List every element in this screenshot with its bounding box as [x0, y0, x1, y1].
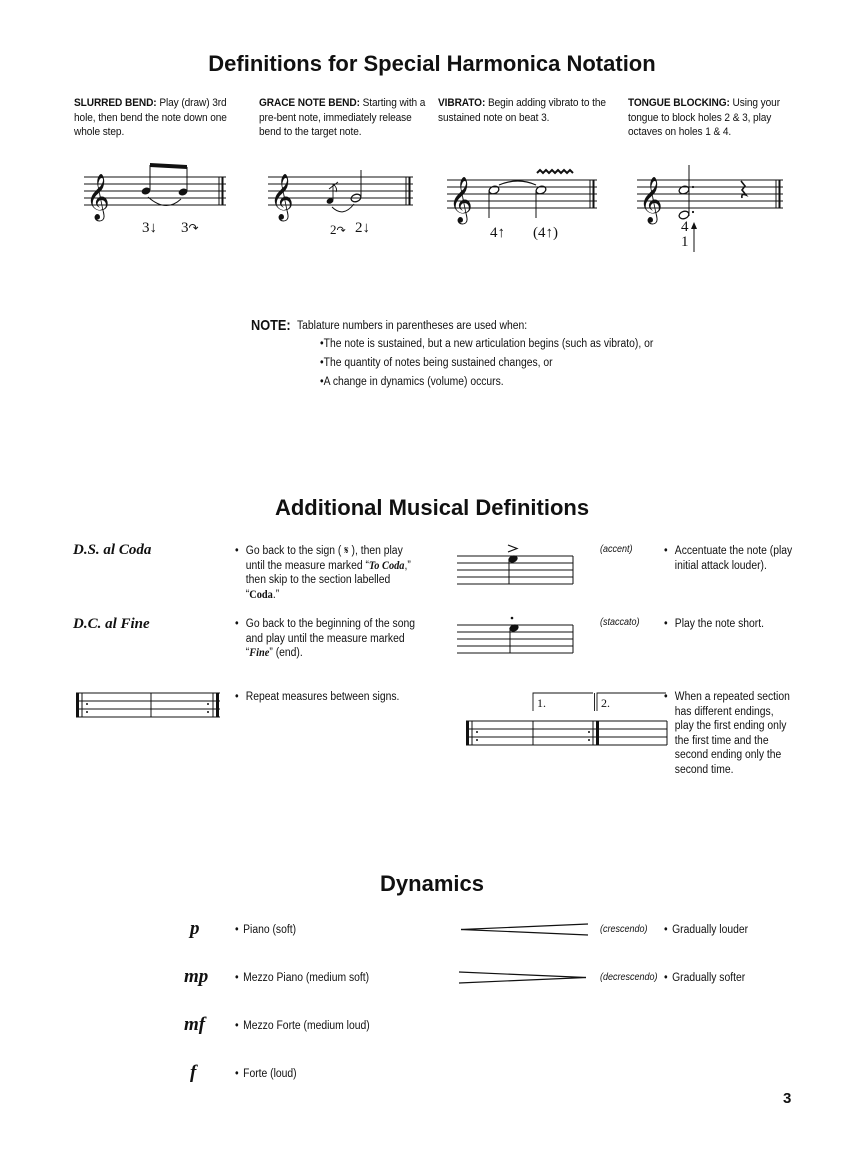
dynamic-mp-description: • Mezzo Piano (medium soft) — [235, 972, 370, 984]
note-bullet-3: •A change in dynamics (volume) occurs. — [320, 376, 504, 388]
decrescendo-description: • Gradually softer — [664, 972, 746, 984]
accent-label: (accent) — [600, 544, 633, 555]
tab-slurred-bend-2: 3↷ — [181, 220, 199, 236]
section-title-harmonica-notation: Definitions for Special Harmonica Notation — [208, 51, 656, 76]
svg-text:𝄞: 𝄞 — [449, 177, 473, 223]
term: VIBRATO: — [438, 97, 486, 109]
dynamic-f-description: • Forte (loud) — [235, 1068, 297, 1080]
dynamic-symbol-mp: mp — [184, 966, 209, 987]
term: TONGUE BLOCKING: — [628, 97, 730, 109]
term-dc-al-fine: D.C. al Fine — [73, 616, 150, 632]
draw-arrow-icon: ↓ — [362, 220, 370, 236]
bend-arrow-icon: ↷ — [336, 225, 346, 237]
blow-arrow-icon: ↑ — [497, 225, 505, 241]
term: GRACE NOTE BEND: — [259, 97, 360, 109]
dc-al-fine-description: • Go back to the beginning of the song and play until the measure marked “Fine” (end). — [235, 618, 415, 660]
description: Starting with a pre-bent note, immediately release bend to the target note. — [259, 97, 426, 138]
note-intro: Tablature numbers in parentheses are used when: — [297, 320, 528, 332]
tab-grace-note-bend-1: 2↷ — [330, 222, 346, 237]
dynamic-symbol-mf: mf — [184, 1014, 206, 1035]
tab-slurred-bend-1: 3↓ — [142, 220, 157, 236]
tab-tongue-blocking: 4 1 — [681, 219, 689, 250]
note-label: NOTE: — [251, 317, 291, 334]
dynamic-mf-description: • Mezzo Forte (medium loud) — [235, 1020, 370, 1032]
staccato-description: • Play the note short. — [664, 618, 764, 630]
tab-vibrato-2: (4↑) — [533, 225, 558, 241]
description: Using your tongue to block holes 2 & 3, play octaves on holes 1 & 4. — [628, 97, 780, 138]
crescendo-label: (crescendo) — [600, 924, 648, 935]
decrescendo-hairpin-icon — [459, 972, 586, 983]
svg-text:𝄞: 𝄞 — [270, 174, 294, 220]
section-title-dynamics: Dynamics — [380, 871, 484, 896]
svg-text:𝄞: 𝄞 — [639, 177, 663, 223]
dynamic-symbol-p: p — [190, 918, 200, 939]
page-number: 3 — [783, 1090, 792, 1107]
description: Play (draw) 3rd hole, then bend the note down one whole step. — [74, 97, 227, 138]
repeat-description: • Repeat measures between signs. — [235, 691, 400, 703]
staccato-label: (staccato) — [600, 617, 640, 628]
dynamic-p-description: • Piano (soft) — [235, 924, 297, 936]
crescendo-hairpin-icon — [461, 924, 588, 935]
section-title-additional-definitions: Additional Musical Definitions — [274, 495, 590, 520]
bend-arrow-icon: ↷ — [188, 221, 199, 235]
term: SLURRED BEND: — [74, 97, 157, 109]
crescendo-description: • Gradually louder — [664, 924, 749, 936]
endings-description: • When a repeated section has different endings, play the first ending only the first time and the second ending only the second time. — [664, 691, 790, 776]
tab-grace-note-bend-2: 2↓ — [355, 220, 370, 236]
description: Begin adding vibrato to the sustained note on beat 3. — [438, 97, 606, 124]
blow-arrow-icon: ↑ — [545, 225, 553, 241]
segno-icon: 𝄋 — [344, 545, 349, 557]
ds-al-coda-description: • Go back to the sign ( 𝄋 ), then play until the measure marked “To Coda,” then skip to the section labelled “Coda.” — [235, 545, 411, 601]
note-bullet-1: •The note is sustained, but a new articulation begins (such as vibrato), or — [320, 338, 654, 350]
decrescendo-label: (decrescendo) — [600, 972, 658, 983]
first-ending-label: 1. — [537, 696, 546, 710]
tab-vibrato-1: 4↑ — [490, 225, 505, 241]
note-bullet-2: •The quantity of notes being sustained changes, or — [320, 357, 553, 369]
second-ending-label: 2. — [601, 696, 610, 710]
term-ds-al-coda: D.S. al Coda — [73, 542, 152, 558]
accent-description: • Accentuate the note (play initial attack louder). — [664, 545, 793, 572]
dynamic-symbol-f: f — [190, 1062, 197, 1083]
draw-arrow-icon: ↓ — [149, 220, 157, 236]
svg-text:𝄞: 𝄞 — [86, 174, 110, 220]
